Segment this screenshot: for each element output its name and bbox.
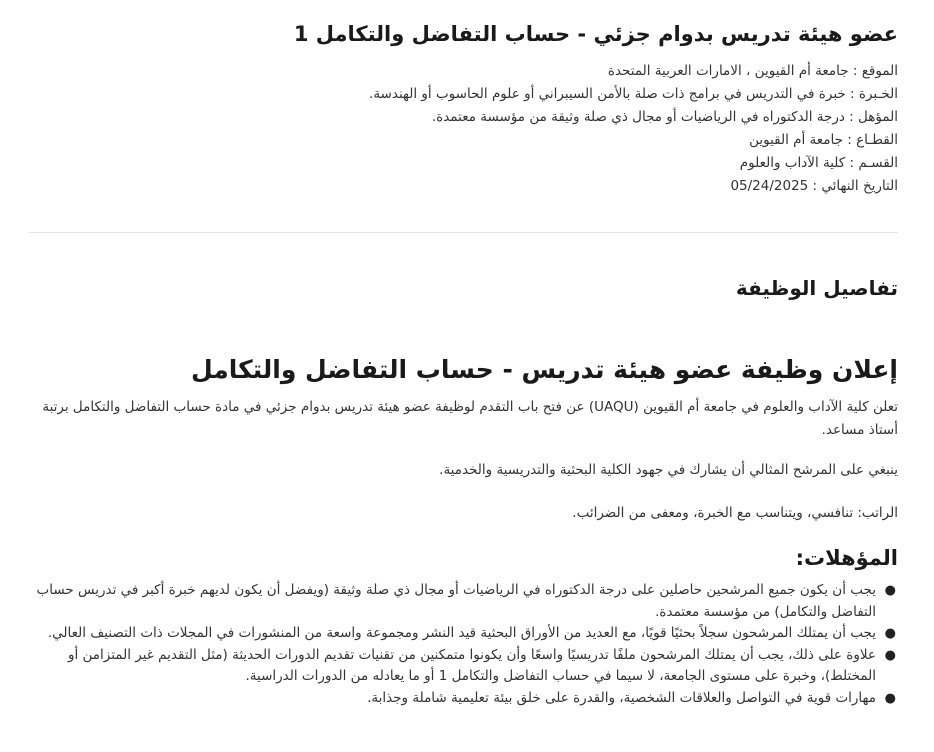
job-details-heading: تفاصيل الوظيفة bbox=[735, 276, 898, 300]
job-meta-list bbox=[16, 60, 898, 198]
qualifications-list bbox=[16, 580, 898, 709]
list-item bbox=[16, 688, 896, 710]
job-title: عضو هيئة تدريس بدوام جزئي - حساب التفاضل والتكامل 1 bbox=[293, 22, 898, 46]
bullet-icon: ● bbox=[884, 690, 896, 706]
meta-qualification: المؤهل : درجة الدكتوراه في الرياضيات أو مجال ذي صلة وثيقة من مؤسسة معتمدة. bbox=[431, 109, 898, 125]
bullet-icon: ● bbox=[884, 583, 896, 598]
list-item bbox=[16, 580, 896, 623]
meta-deadline: التاريخ النهائي : 05/24/2025 bbox=[730, 178, 898, 194]
bullet-icon: ● bbox=[884, 647, 896, 663]
section-divider bbox=[28, 232, 898, 233]
candidate-paragraph: ينبغي على المرشح المثالي أن يشارك في جهود الكلية البحثية والتدريسية والخدمية. bbox=[439, 462, 898, 478]
bullet-icon: ● bbox=[884, 626, 896, 641]
intro-paragraph: تعلن كلية الآداب والعلوم في جامعة أم القيوين (UAQU) عن فتح باب التقدم لوظيفة عضو هيئة تدريس بدوام جزئي في مادة حساب التفاضل والتكامل برتبة أستاذ مساعد. bbox=[42, 399, 898, 438]
list-item bbox=[16, 645, 896, 688]
qualification-text: يجب أن يمتلك المرشحون سجلاً بحثيًا قويًا، مع العديد من الأوراق البحثية قيد النشر ومجموعة واسعة من المنشورات في المجلات ذات التصنيف العالي. bbox=[47, 625, 876, 641]
meta-experience: الخـبرة : خبرة في التدريس في برامج ذات صلة بالأمن السيبراني أو علوم الحاسوب أو الهندسة. bbox=[369, 86, 898, 102]
meta-department: القسـم : كلية الآداب والعلوم bbox=[739, 155, 898, 171]
qualifications-heading: المؤهلات: bbox=[795, 546, 898, 570]
qualification-text: علاوة على ذلك، يجب أن يمتلك المرشحون ملفًا تدريسيًا واسعًا وأن يكونوا متمكنين من تقنيات تقديم الدورات الحديثة (مثل التقديم غير المتزامن أو المختلط)، وخبرة على مستوى الجامعة، لا سيما في حساب التفاضل والتكامل 1 أو ما يعادله من الدورات الدراسية. bbox=[67, 646, 876, 684]
announcement-title: إعلان وظيفة عضو هيئة تدريس - حساب التفاضل والتكامل bbox=[190, 355, 898, 384]
salary-paragraph: الراتب: تنافسي، ويتناسب مع الخبرة، ومعفى من الضرائب. bbox=[572, 505, 898, 521]
meta-sector: القطـاع : جامعة أم القيوين bbox=[749, 132, 898, 148]
meta-location: الموقع : جامعة أم القيوين ، الامارات العربية المتحدة bbox=[607, 63, 898, 79]
list-item bbox=[16, 623, 896, 645]
qualification-text: يجب أن يكون جميع المرشحين حاصلين على درجة الدكتوراه في الرياضيات أو مجال ذي صلة وثيقة (ويفضل أن يكون لديهم خبرة أكبر في تدريس حساب التفاضل والتكامل) من مؤسسة معتمدة. bbox=[36, 582, 876, 620]
qualification-text: مهارات قوية في التواصل والعلاقات الشخصية، والقدرة على خلق بيئة تعليمية شاملة وجذابة. bbox=[367, 689, 876, 706]
